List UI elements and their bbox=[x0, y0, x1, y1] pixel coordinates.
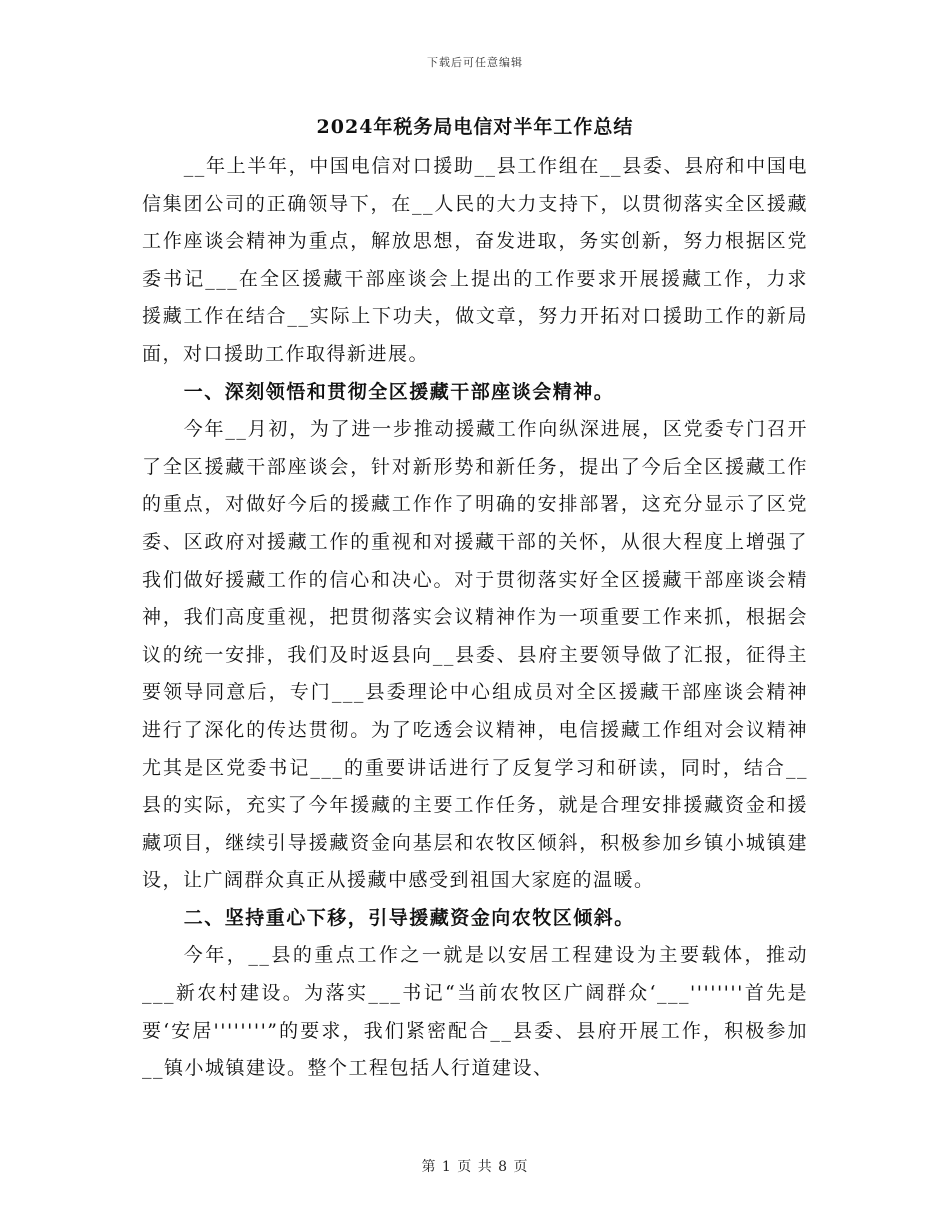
section-1-paragraph: 今年__月初，为了进一步推动援藏工作向纵深进展，区党委专门召开了全区援藏干部座谈会，针对新形势和新任务，提出了今后全区援藏工作的重点，对做好今后的援藏工作作了明确的安排部署，这充分显示了区党委、区政府对援藏工作的重视和对援藏干部的关怀，从很大程度上增强了我们做好援藏工作的信心和决心。对于贯彻落实好全区援藏干部座谈会精神，我们高度重视，把贯彻落实会议精神作为一项重要工作来抓，根据会议的统一安排，我们及时返县向__县委、县府主要领导做了汇报，征得主要领导同意后，专门___县委理论中心组成员对全区援藏干部座谈会精神进行了深化的传达贯彻。为了吃透会议精神，电信援藏工作组对会议精神尤其是区党委书记___的重要讲话进行了反复学习和研读，同时，结合__县的实际，充实了今年援藏的主要工作任务，就是合理安排援藏资金和援藏项目，继续引导援藏资金向基层和农牧区倾斜，积极参加乡镇小城镇建设，让广阔群众真正从援藏中感受到祖国大家庭的温暖。 bbox=[142, 418, 808, 892]
header-note: 下载后可任意编辑 bbox=[427, 56, 523, 69]
document-body bbox=[142, 148, 808, 1088]
document-title: 2024年税务局电信对半年工作总结 bbox=[316, 116, 634, 138]
section-heading-2: 二、坚持重心下移，引导援藏资金向农牧区倾斜。 bbox=[183, 906, 635, 929]
intro-paragraph: __年上半年，中国电信对口援助__县工作组在__县委、县府和中国电信集团公司的正确领导下，在__人民的大力支持下，以贯彻落实全区援藏工作座谈会精神为重点，解放思想，奋发进取，务实创新，努力根据区党委书记___在全区援藏干部座谈会上提出的工作要求开展援藏工作，力求援藏工作在结合__实际上下功夫，做文章，努力开拓对口援助工作的新局面，对口援助工作取得新进展。 bbox=[142, 155, 808, 365]
section-2-paragraph: 今年，__县的重点工作之一就是以安居工程建设为主要载体，推动___新农村建设。为落实___书记“当前农牧区广阔群众‘___''''''''首先是要‘安居''''''''”的要求，我们紧密配合__县委、县府开展工作，积极参加__镇小城镇建设。整个工程包括人行道建设、 bbox=[142, 944, 808, 1080]
page-number-footer: 第 1 页 共 8 页 bbox=[421, 1159, 529, 1175]
section-heading-1: 一、深刻领悟和贯彻全区援藏干部座谈会精神。 bbox=[183, 380, 615, 403]
